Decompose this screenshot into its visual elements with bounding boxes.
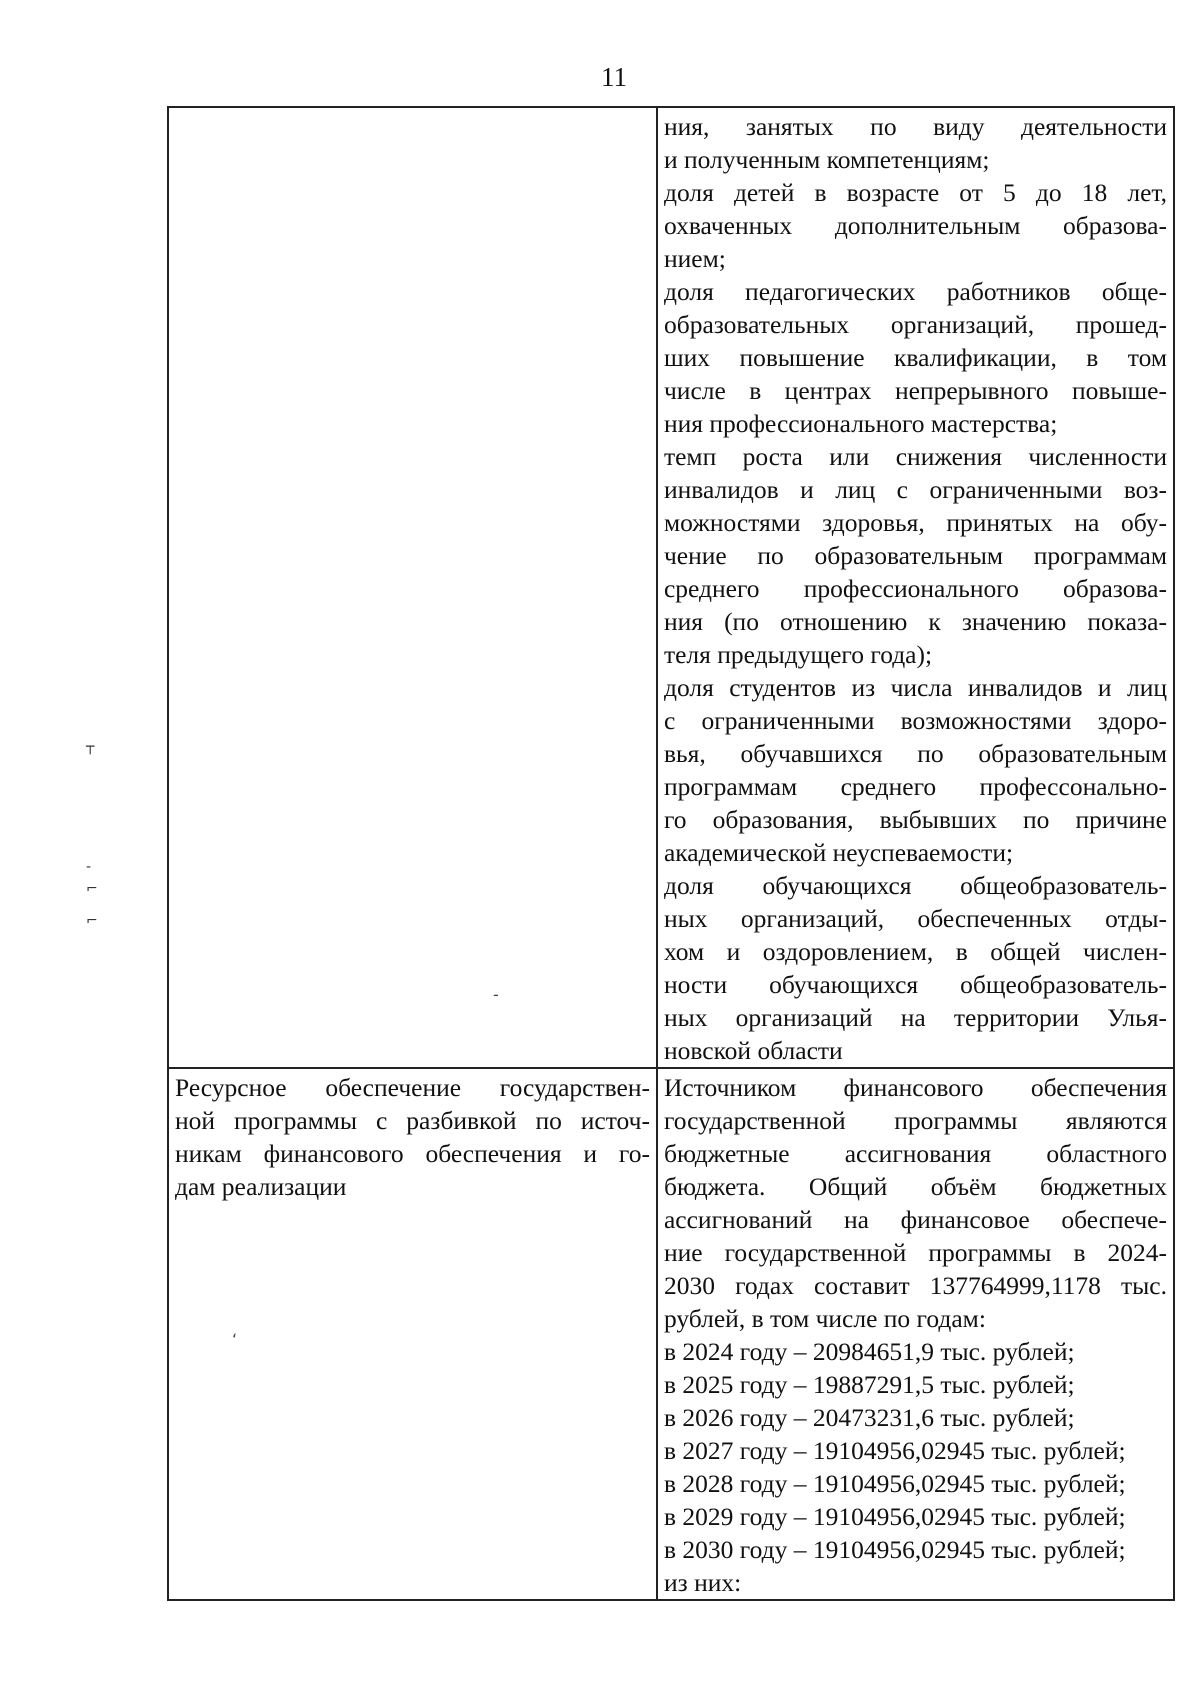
funding-year-2025: в 2025 году – 19887291,5 тыс. рублей; <box>663 1370 1075 1399</box>
text-line: новской области <box>663 1036 843 1065</box>
row1-right-cell <box>657 107 1174 1068</box>
scan-speck: ‘ <box>232 1330 238 1349</box>
resource-label <box>175 1071 650 1203</box>
page-number: 11 <box>601 62 627 92</box>
text-line: чение по образовательным программам <box>663 541 1167 570</box>
row2-right-cell <box>657 1068 1174 1600</box>
text-line: вья, обучавшихся по образовательным <box>663 739 1167 768</box>
table-row <box>168 1068 1174 1600</box>
text-line: государственной программы являются <box>663 1106 1167 1135</box>
row2-left-cell <box>168 1068 657 1600</box>
text-line: ших повышение квалификации, в том <box>663 343 1167 372</box>
text-line: доля студентов из числа инвалидов и лиц <box>663 673 1167 702</box>
text-line: инвалидов и лиц с ограниченными воз- <box>663 475 1167 504</box>
text-line: доля педагогических работников обще- <box>663 277 1167 306</box>
funding-year-2027: в 2027 году – 19104956,02945 тыс. рублей; <box>663 1436 1126 1465</box>
text-line: из них: <box>663 1568 742 1597</box>
text-line: ных организаций, обеспеченных отды- <box>663 904 1167 933</box>
text-line: ния профессионального мастерства; <box>663 409 1058 438</box>
text-line: рублей, в том числе по годам: <box>663 1304 986 1333</box>
funding-text <box>664 1071 1167 1599</box>
text-line: доля обучающихся общеобразователь- <box>663 871 1167 900</box>
scan-mark: ⌐ <box>86 881 98 897</box>
text-line: го образования, выбывших по причине <box>663 805 1167 834</box>
text-line: хом и оздоровлением, в общей числен- <box>663 937 1167 966</box>
text-line: ния, занятых по виду деятельности <box>663 112 1167 141</box>
text-line: можностями здоровья, принятых на обу- <box>663 508 1167 537</box>
text-line: программам среднего профессонально- <box>663 772 1167 801</box>
funding-year-2024: в 2024 году – 20984651,9 тыс. рублей; <box>663 1337 1075 1366</box>
text-line: доля детей в возрасте от 5 до 18 лет, <box>663 178 1167 207</box>
scan-mark: ⌐ <box>86 913 98 929</box>
text-line: бюджетные ассигнования областного <box>663 1139 1167 1168</box>
text-line: с ограниченными возможностями здоро- <box>663 706 1167 735</box>
text-line: ние государственной программы в 2024- <box>663 1238 1167 1267</box>
program-passport-table <box>167 106 1175 1601</box>
text-line: бюджета. Общий объём бюджетных <box>663 1172 1167 1201</box>
text-line: ных организаций на территории Улья- <box>663 1003 1167 1032</box>
text-line: академической неуспеваемости; <box>663 838 1014 867</box>
text-line: ной программы с разбивкой по источ- <box>175 1106 650 1135</box>
text-line: теля предыдущего года); <box>663 640 933 669</box>
scan-mark: ┬ <box>86 739 95 755</box>
text-line: ния (по отношению к значению показа- <box>663 607 1167 636</box>
table-row <box>168 107 1174 1068</box>
funding-year-2028: в 2028 году – 19104956,02945 тыс. рублей; <box>663 1469 1126 1498</box>
text-line: Ресурсное обеспечение государствен- <box>175 1073 650 1102</box>
text-line: 2030 годах составит 137764999,1178 тыс. <box>663 1271 1167 1300</box>
text-line: и полученным компетенциям; <box>663 145 990 174</box>
funding-year-2026: в 2026 году – 20473231,6 тыс. рублей; <box>663 1403 1075 1432</box>
text-line: ности обучающихся общеобразователь- <box>663 970 1167 999</box>
text-line: числе в центрах непрерывного повыше- <box>663 376 1167 405</box>
text-line: темп роста или снижения численности <box>663 442 1167 471</box>
indicators-text <box>664 110 1167 1067</box>
text-line: дам реализации <box>175 1172 347 1201</box>
text-line: охваченных дополнительным образова- <box>663 211 1167 240</box>
scan-mark: - <box>86 859 92 875</box>
text-line: среднего профессионального образова- <box>663 574 1167 603</box>
text-line: никам финансового обеспечения и го- <box>175 1139 650 1168</box>
text-line: образовательных организаций, прошед- <box>663 310 1167 339</box>
funding-year-2029: в 2029 году – 19104956,02945 тыс. рублей; <box>663 1502 1126 1531</box>
scan-speck: - <box>493 985 499 1004</box>
funding-year-2030: в 2030 году – 19104956,02945 тыс. рублей; <box>663 1535 1126 1564</box>
text-line: ассигнований на финансовое обеспече- <box>663 1205 1167 1234</box>
row1-left-cell <box>168 107 657 1068</box>
text-line: нием; <box>663 244 726 273</box>
text-line: Источником финансового обеспечения <box>663 1073 1167 1102</box>
